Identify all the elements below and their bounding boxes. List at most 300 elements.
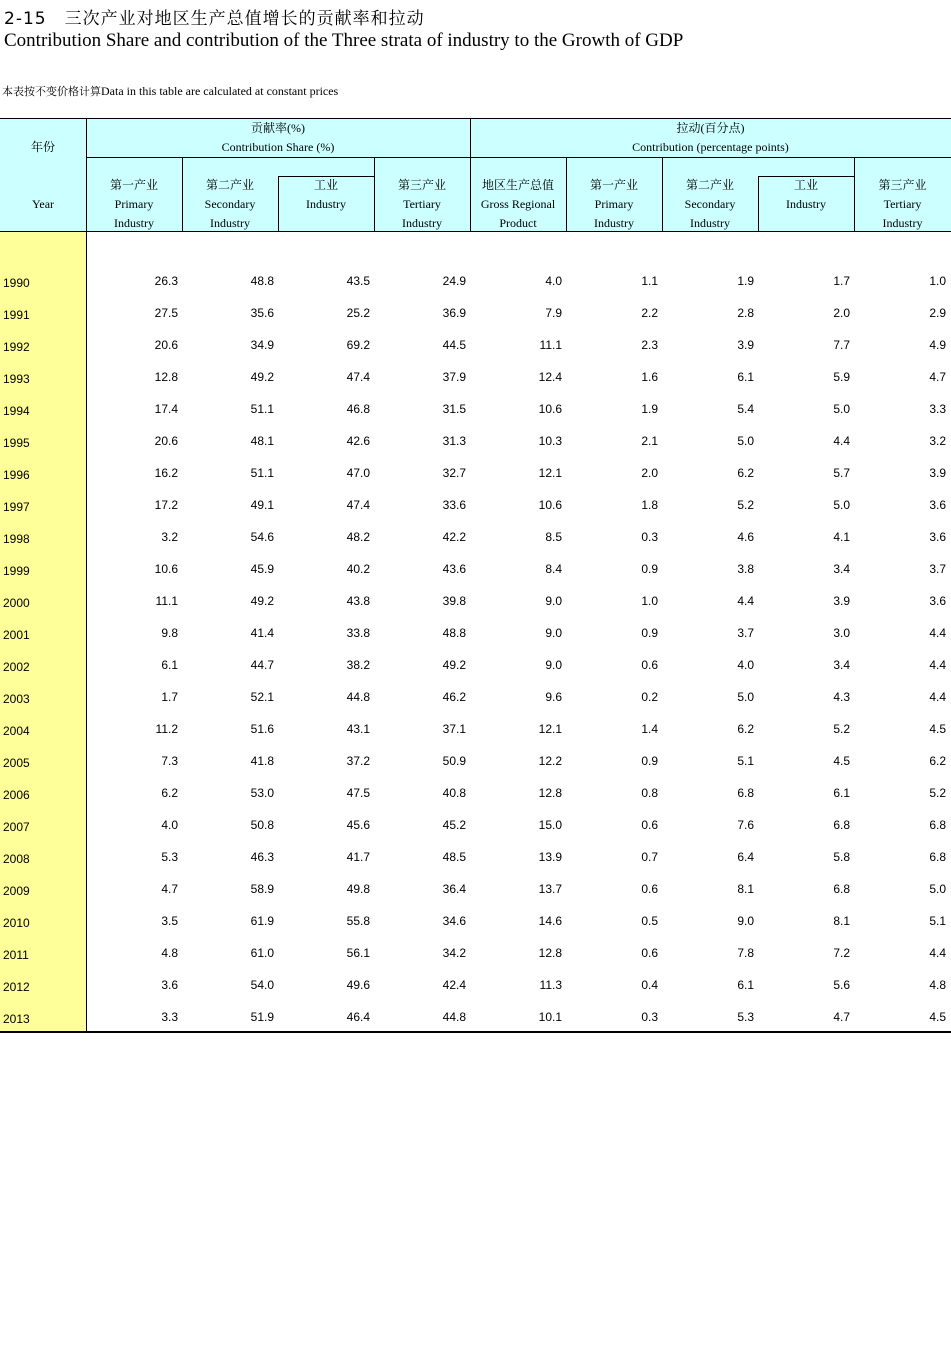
value-cell: 31.5: [442, 402, 466, 416]
value-cell: 47.4: [346, 370, 370, 384]
value-cell: 43.5: [346, 274, 370, 288]
value-cell: 61.0: [250, 946, 274, 960]
value-cell: 1.7: [161, 690, 178, 704]
header-secondary-cn: 第二产业: [685, 178, 734, 192]
header-year-en: Year: [31, 197, 55, 211]
value-cell: 20.6: [154, 338, 178, 352]
value-cell: 17.2: [154, 498, 178, 512]
table-note: [2, 83, 338, 99]
table-row: [0, 360, 951, 392]
value-cell: 5.0: [833, 498, 850, 512]
value-cell: 55.8: [346, 914, 370, 928]
table-row: [0, 968, 951, 1000]
header-tertiary-cn: 第三产业: [878, 178, 927, 192]
value-cell: 5.1: [737, 754, 754, 768]
value-cell: 1.8: [641, 498, 658, 512]
value-cell: 5.7: [833, 466, 850, 480]
value-cell: 37.2: [346, 754, 370, 768]
header-year-cn: 年份: [30, 140, 55, 154]
value-cell: 4.0: [737, 658, 754, 672]
table-row: [0, 808, 951, 840]
value-cell: 51.6: [250, 722, 274, 736]
table-title-cn: 2-15 三次产业对地区生产总值增长的贡献率和拉动: [4, 9, 425, 29]
value-cell: 44.8: [442, 1010, 466, 1024]
table-row: [0, 744, 951, 776]
value-cell: 17.4: [154, 402, 178, 416]
value-cell: 42.6: [346, 434, 370, 448]
value-cell: 4.4: [929, 946, 946, 960]
header-primary-en1: Primary: [594, 197, 634, 211]
header-share-secondary: [182, 176, 278, 233]
header-secondary-en1: Secondary: [684, 197, 736, 211]
value-cell: 15.0: [538, 818, 562, 832]
value-cell: 3.4: [833, 562, 850, 576]
value-cell: 47.0: [346, 466, 370, 480]
table-row: [0, 520, 951, 552]
table-row: [0, 680, 951, 712]
value-cell: 3.6: [161, 978, 178, 992]
value-cell: 8.5: [545, 530, 562, 544]
year-cell: 1997: [3, 500, 30, 514]
value-cell: 10.6: [154, 562, 178, 576]
value-cell: 4.4: [929, 658, 946, 672]
value-cell: 3.6: [929, 594, 946, 608]
value-cell: 52.1: [250, 690, 274, 704]
table-row: [0, 648, 951, 680]
value-cell: 2.1: [641, 434, 658, 448]
value-cell: 49.8: [346, 882, 370, 896]
header-tertiary-cn: 第三产业: [397, 178, 446, 192]
value-cell: 2.8: [737, 306, 754, 320]
value-cell: 3.5: [161, 914, 178, 928]
value-cell: 11.2: [155, 722, 178, 736]
value-cell: 8.1: [737, 882, 754, 896]
year-cell: 2010: [3, 916, 30, 930]
value-cell: 48.8: [250, 274, 274, 288]
value-cell: 46.2: [442, 690, 466, 704]
value-cell: 6.2: [929, 754, 946, 768]
year-cell: 1996: [3, 468, 30, 482]
year-cell: 2009: [3, 884, 30, 898]
value-cell: 1.9: [641, 402, 658, 416]
value-cell: 0.3: [641, 530, 658, 544]
value-cell: 0.6: [641, 658, 658, 672]
value-cell: 9.8: [161, 626, 178, 640]
value-cell: 4.5: [833, 754, 850, 768]
value-cell: 0.4: [641, 978, 658, 992]
value-cell: 41.7: [346, 850, 370, 864]
year-cell: 1990: [3, 276, 30, 290]
value-cell: 46.8: [346, 402, 370, 416]
value-cell: 31.3: [442, 434, 466, 448]
value-cell: 6.8: [929, 850, 946, 864]
header-share-tertiary: [374, 176, 470, 233]
value-cell: 4.0: [161, 818, 178, 832]
value-cell: 45.6: [346, 818, 370, 832]
value-cell: 3.9: [929, 466, 946, 480]
value-cell: 0.9: [641, 562, 658, 576]
table-row: [0, 296, 951, 328]
table-row: [0, 936, 951, 968]
header-contrib-cn: 拉动(百分点): [676, 121, 745, 135]
value-cell: 32.7: [442, 466, 466, 480]
header-primary-en1: Primary: [114, 197, 154, 211]
header-grp-en1: Gross Regional: [480, 197, 556, 211]
year-cell: 2008: [3, 852, 30, 866]
value-cell: 4.4: [737, 594, 754, 608]
value-cell: 49.2: [250, 594, 274, 608]
value-cell: 5.6: [833, 978, 850, 992]
value-cell: 0.9: [641, 754, 658, 768]
value-cell: 6.2: [161, 786, 178, 800]
value-cell: 4.3: [833, 690, 850, 704]
table-row: [0, 872, 951, 904]
header-tertiary-en2: Industry: [882, 216, 923, 230]
value-cell: 3.3: [929, 402, 946, 416]
value-cell: 0.9: [641, 626, 658, 640]
value-cell: 40.8: [442, 786, 466, 800]
value-cell: 48.8: [442, 626, 466, 640]
value-cell: 0.2: [641, 690, 658, 704]
value-cell: 44.8: [346, 690, 370, 704]
year-cell: 1994: [3, 404, 30, 418]
value-cell: 0.6: [641, 882, 658, 896]
header-share-en: Contribution Share (%): [221, 140, 335, 154]
value-cell: 7.8: [737, 946, 754, 960]
year-cell: 1998: [3, 532, 30, 546]
value-cell: 44.5: [442, 338, 466, 352]
value-cell: 5.1: [929, 914, 946, 928]
value-cell: 56.1: [346, 946, 370, 960]
value-cell: 4.6: [737, 530, 754, 544]
value-cell: 50.8: [250, 818, 274, 832]
year-cell: 2005: [3, 756, 30, 770]
value-cell: 38.2: [346, 658, 370, 672]
value-cell: 7.7: [833, 338, 850, 352]
value-cell: 51.1: [250, 402, 274, 416]
value-cell: 4.5: [929, 722, 946, 736]
value-cell: 10.3: [538, 434, 562, 448]
value-cell: 1.6: [641, 370, 658, 384]
table-row: [0, 552, 951, 584]
value-cell: 9.0: [545, 594, 562, 608]
value-cell: 9.6: [545, 690, 562, 704]
table-title-en: Contribution Share and contribution of the Three strata of industry to the Growth of GDP: [4, 30, 684, 51]
header-tertiary-en2: Industry: [402, 216, 442, 230]
value-cell: 2.0: [833, 306, 850, 320]
value-cell: 4.4: [833, 434, 850, 448]
header-industry-cn: 工业: [793, 178, 818, 192]
table-note-en: Data in this table are calculated at constant prices: [101, 84, 339, 98]
value-cell: 12.1: [538, 722, 562, 736]
value-cell: 4.4: [929, 690, 946, 704]
value-cell: 2.2: [641, 306, 658, 320]
table-bottom-rule: [0, 1031, 951, 1033]
value-cell: 36.4: [442, 882, 466, 896]
header-grp-en2: Product: [499, 216, 537, 230]
value-cell: 11.1: [539, 338, 562, 352]
value-cell: 33.6: [442, 498, 466, 512]
value-cell: 9.0: [545, 658, 562, 672]
value-cell: 12.8: [538, 786, 562, 800]
value-cell: 7.3: [161, 754, 178, 768]
value-cell: 47.5: [346, 786, 370, 800]
value-cell: 0.6: [641, 946, 658, 960]
value-cell: 51.1: [250, 466, 274, 480]
value-cell: 13.7: [538, 882, 562, 896]
value-cell: 53.0: [250, 786, 274, 800]
table-note-cn: 本表按不变价格计算: [2, 85, 101, 98]
header-grp-cn: 地区生产总值: [481, 178, 554, 192]
value-cell: 6.8: [737, 786, 754, 800]
value-cell: 6.2: [737, 466, 754, 480]
value-cell: 4.7: [833, 1010, 850, 1024]
value-cell: 1.7: [833, 274, 850, 288]
value-cell: 69.2: [346, 338, 370, 352]
value-cell: 12.8: [538, 946, 562, 960]
value-cell: 3.6: [929, 498, 946, 512]
header-primary-en2: Industry: [114, 216, 154, 230]
header-tertiary-en1: Tertiary: [403, 197, 441, 211]
value-cell: 4.7: [161, 882, 178, 896]
value-cell: 1.1: [641, 274, 658, 288]
value-cell: 4.9: [929, 338, 946, 352]
table-row: [0, 904, 951, 936]
value-cell: 47.4: [346, 498, 370, 512]
value-cell: 46.3: [250, 850, 274, 864]
value-cell: 34.2: [442, 946, 466, 960]
value-cell: 6.1: [737, 370, 754, 384]
value-cell: 0.3: [641, 1010, 658, 1024]
value-cell: 0.6: [641, 818, 658, 832]
value-cell: 27.5: [154, 306, 178, 320]
year-cell: 2001: [3, 628, 30, 642]
value-cell: 43.1: [346, 722, 370, 736]
value-cell: 6.8: [929, 818, 946, 832]
year-cell: 2003: [3, 692, 30, 706]
value-cell: 35.6: [250, 306, 274, 320]
value-cell: 48.5: [442, 850, 466, 864]
year-cell: 2004: [3, 724, 30, 738]
value-cell: 11.3: [539, 978, 562, 992]
value-cell: 5.4: [737, 402, 754, 416]
value-cell: 7.2: [833, 946, 850, 960]
value-cell: 42.2: [442, 530, 466, 544]
value-cell: 4.0: [545, 274, 562, 288]
value-cell: 42.4: [442, 978, 466, 992]
header-contrib-primary: [566, 176, 662, 233]
header-industry-en: Industry: [786, 197, 826, 211]
year-cell: 2000: [3, 596, 30, 610]
table-row: [0, 712, 951, 744]
value-cell: 5.3: [161, 850, 178, 864]
value-cell: 50.9: [442, 754, 466, 768]
year-cell: 2013: [3, 1012, 30, 1026]
value-cell: 46.4: [346, 1010, 370, 1024]
value-cell: 4.1: [833, 530, 850, 544]
value-cell: 5.0: [833, 402, 850, 416]
value-cell: 49.1: [250, 498, 274, 512]
table-row: [0, 584, 951, 616]
table-row: [0, 1000, 951, 1032]
value-cell: 41.4: [250, 626, 274, 640]
value-cell: 12.1: [538, 466, 562, 480]
value-cell: 43.8: [346, 594, 370, 608]
value-cell: 6.8: [833, 882, 850, 896]
year-cell: 1995: [3, 436, 30, 450]
value-cell: 9.0: [545, 626, 562, 640]
value-cell: 3.4: [833, 658, 850, 672]
value-cell: 3.9: [833, 594, 850, 608]
value-cell: 5.3: [737, 1010, 754, 1024]
value-cell: 3.8: [737, 562, 754, 576]
value-cell: 4.4: [929, 626, 946, 640]
table-row: [0, 392, 951, 424]
value-cell: 5.2: [737, 498, 754, 512]
value-cell: 0.8: [641, 786, 658, 800]
year-cell: 2007: [3, 820, 30, 834]
header-contrib-secondary: [662, 176, 758, 233]
table-row: [0, 328, 951, 360]
value-cell: 12.2: [538, 754, 562, 768]
header-contrib-tertiary: [854, 176, 951, 233]
value-cell: 5.2: [833, 722, 850, 736]
header-primary-cn: 第一产业: [589, 178, 638, 192]
value-cell: 2.3: [641, 338, 658, 352]
value-cell: 10.6: [538, 498, 562, 512]
value-cell: 1.0: [929, 274, 946, 288]
value-cell: 5.0: [737, 690, 754, 704]
header-share-cn: 贡献率(%): [251, 121, 305, 135]
value-cell: 0.5: [641, 914, 658, 928]
header-contrib-en: Contribution (percentage points): [632, 140, 789, 154]
table-row: [0, 488, 951, 520]
value-cell: 24.9: [442, 274, 466, 288]
value-cell: 3.2: [161, 530, 178, 544]
value-cell: 39.8: [442, 594, 466, 608]
header-share-primary: [86, 176, 182, 233]
value-cell: 7.9: [545, 306, 562, 320]
value-cell: 7.6: [737, 818, 754, 832]
value-cell: 3.2: [929, 434, 946, 448]
value-cell: 3.6: [929, 530, 946, 544]
value-cell: 6.1: [737, 978, 754, 992]
value-cell: 1.0: [641, 594, 658, 608]
value-cell: 3.0: [833, 626, 850, 640]
value-cell: 4.7: [929, 370, 946, 384]
header-contrib-industry: [758, 176, 854, 214]
value-cell: 34.9: [250, 338, 274, 352]
year-cell: 1992: [3, 340, 30, 354]
value-cell: 8.1: [833, 914, 850, 928]
value-cell: 54.6: [250, 530, 274, 544]
header-secondary-en2: Industry: [210, 216, 250, 230]
value-cell: 5.8: [833, 850, 850, 864]
value-cell: 12.4: [538, 370, 562, 384]
header-secondary-cn: 第二产业: [205, 178, 254, 192]
header-secondary-en2: Industry: [690, 216, 730, 230]
value-cell: 33.8: [346, 626, 370, 640]
value-cell: 6.1: [833, 786, 850, 800]
value-cell: 1.9: [737, 274, 754, 288]
value-cell: 58.9: [250, 882, 274, 896]
value-cell: 14.6: [538, 914, 562, 928]
header-primary-cn: 第一产业: [109, 178, 158, 192]
value-cell: 8.4: [545, 562, 562, 576]
header-share-industry: [278, 176, 374, 214]
value-cell: 5.0: [929, 882, 946, 896]
year-cell: 2002: [3, 660, 30, 674]
header-primary-en2: Industry: [594, 216, 634, 230]
value-cell: 3.7: [737, 626, 754, 640]
table-row: [0, 616, 951, 648]
value-cell: 12.8: [154, 370, 178, 384]
value-cell: 36.9: [442, 306, 466, 320]
value-cell: 10.6: [538, 402, 562, 416]
year-cell: 2006: [3, 788, 30, 802]
value-cell: 4.8: [929, 978, 946, 992]
year-cell: 2012: [3, 980, 30, 994]
value-cell: 41.8: [250, 754, 274, 768]
value-cell: 3.7: [929, 562, 946, 576]
value-cell: 10.1: [538, 1010, 562, 1024]
value-cell: 61.9: [250, 914, 274, 928]
value-cell: 40.2: [346, 562, 370, 576]
value-cell: 51.9: [250, 1010, 274, 1024]
value-cell: 49.6: [346, 978, 370, 992]
value-cell: 48.1: [250, 434, 274, 448]
table-row: [0, 424, 951, 456]
value-cell: 25.2: [346, 306, 370, 320]
value-cell: 5.9: [833, 370, 850, 384]
value-cell: 4.5: [929, 1010, 946, 1024]
value-cell: 2.0: [641, 466, 658, 480]
header-industry-cn: 工业: [313, 178, 338, 192]
table-row: [0, 456, 951, 488]
table-row: [0, 840, 951, 872]
table-header: [0, 118, 951, 232]
value-cell: 5.0: [737, 434, 754, 448]
value-cell: 6.2: [737, 722, 754, 736]
value-cell: 45.9: [250, 562, 274, 576]
value-cell: 6.8: [833, 818, 850, 832]
value-cell: 6.1: [161, 658, 178, 672]
value-cell: 1.4: [641, 722, 658, 736]
value-cell: 4.8: [161, 946, 178, 960]
value-cell: 48.2: [346, 530, 370, 544]
header-secondary-en1: Secondary: [204, 197, 256, 211]
year-cell: 1999: [3, 564, 30, 578]
value-cell: 44.7: [250, 658, 274, 672]
value-cell: 3.9: [737, 338, 754, 352]
year-cell: 2011: [3, 948, 29, 962]
value-cell: 2.9: [929, 306, 946, 320]
value-cell: 0.7: [641, 850, 658, 864]
value-cell: 11.1: [155, 594, 178, 608]
value-cell: 20.6: [154, 434, 178, 448]
table-row: [0, 776, 951, 808]
header-contrib-grp: [470, 176, 566, 233]
value-cell: 49.2: [442, 658, 466, 672]
value-cell: 43.6: [442, 562, 466, 576]
header-tertiary-en1: Tertiary: [883, 197, 922, 211]
header-industry-en: Industry: [306, 197, 346, 211]
year-cell: 1993: [3, 372, 30, 386]
year-cell: 1991: [3, 308, 30, 322]
value-cell: 45.2: [442, 818, 466, 832]
value-cell: 3.3: [161, 1010, 178, 1024]
value-cell: 37.1: [442, 722, 466, 736]
